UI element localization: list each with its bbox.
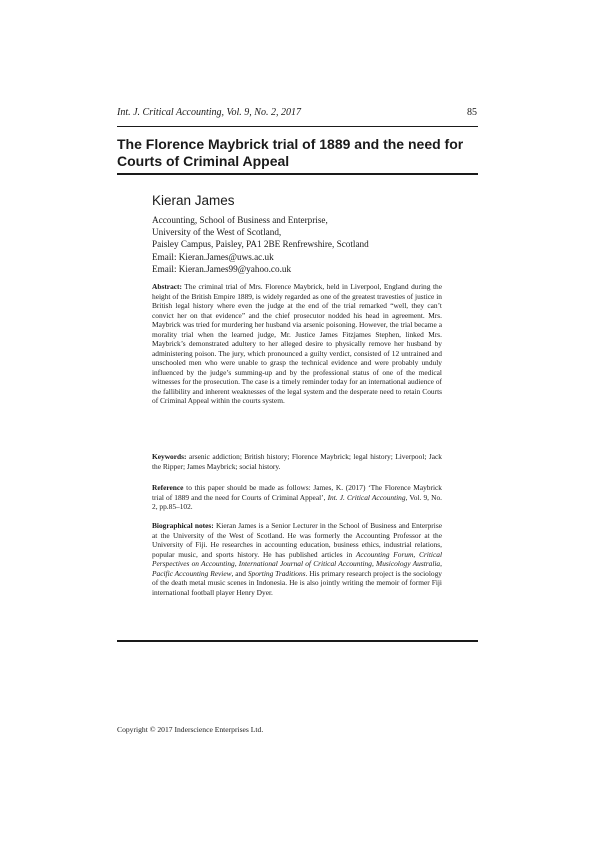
keywords	[152, 452, 442, 471]
bio-journal: International Journal of Critical Accounting	[238, 559, 372, 568]
bio-journal: Sporting Traditions	[247, 568, 306, 578]
bio-journal: Critical Perspectives on Accounting	[152, 549, 442, 568]
abstract-label: Abstract:	[152, 282, 182, 291]
reference-text: to this paper should be made as follows: James, K. (2017) ‘The Florence Maybrick trial of 1889 and the need for Courts of Criminal Appeal’,	[152, 483, 442, 502]
abstract	[152, 282, 442, 406]
bio-text: Kieran James is a Senior Lecturer in the School of Business and Enterprise at the University of the West of Scotland. He was formerly the Accounting Professor at the University of Fiji. He researches in accounting education, business ethics, industrial relations, popular music, and sports history. He has published articles in	[152, 521, 442, 559]
author-name: Kieran James	[152, 193, 235, 208]
bio-label: Biographical notes:	[152, 521, 214, 530]
page-number: 85	[467, 107, 477, 118]
keywords-label: Keywords:	[152, 452, 187, 461]
abstract-text: The criminal trial of Mrs. Florence Maybrick, held in Liverpool, England during the height of the British Empire 1889, is widely regarded as one of the greatest travesties of justice in British legal history where even the judge at the end of the trial remarked “well, they can’t convict her on that evidence” and the chief prosecutor nodded his head in agreement. Mrs. Maybrick was tried for murdering her husband via arsenic poisoning. However, the trial became a morality trial when the learned judge, Mr. Justice James Fitzjames Stephen, linked Mrs. Maybrick’s demonstrated adultery to her alleged desire to physically remove her husband by administering poison. The jury, which pronounced a guilty verdict, consisted of 12 untrained and unschooled men who were unable to grasp the technical evidence and were probably unduly influenced by the judge’s summing-up and by the professional status of one of the medical witnesses for the prosecution. The case is a timely reminder today for an international audience of the fallibility and inherent weaknesses of the legal system and the desperate need to retain Courts of Criminal Appeal within the courts system.	[152, 282, 442, 405]
paper-title: The Florence Maybrick trial of 1889 and the need for Courts of Criminal Appeal	[117, 136, 464, 169]
reference-journal: Int. J. Critical Accounting	[327, 492, 406, 502]
keywords-text: arsenic addiction; British history; Florence Maybrick; legal history; Liverpool; Jack the Ripper; James Maybrick; social history.	[152, 452, 443, 471]
bio-separator: ,	[234, 559, 239, 568]
reference-label: Reference	[152, 483, 184, 492]
bio-journal: Musicology Australia	[376, 559, 441, 568]
bio-separator: ,	[413, 549, 419, 559]
running-head	[117, 107, 477, 118]
bio-journal: Accounting Forum	[355, 549, 414, 559]
footer-rule	[117, 640, 478, 642]
bio-text: . His primary research project is the sociology of the death metal music scenes in Indonesia. He is also jointly writing the memoir of former Fiji international football player Henry Dyer.	[152, 568, 442, 597]
reference	[152, 483, 442, 512]
bio-separator: , and	[231, 568, 248, 578]
bio-separator: ,	[440, 559, 442, 568]
bio-journal: Pacific Accounting Review	[152, 568, 232, 578]
copyright-notice: Copyright © 2017 Inderscience Enterprises Ltd.	[117, 725, 264, 734]
title-rule	[117, 173, 478, 175]
email-line: Email: Kieran.James99@yahoo.co.uk	[152, 263, 292, 274]
header-rule	[117, 126, 478, 127]
author-affiliation	[152, 214, 482, 275]
journal-citation: Int. J. Critical Accounting, Vol. 9, No. 2, 2017	[117, 107, 301, 118]
email-line: Email: Kieran.James@uws.ac.uk	[152, 251, 274, 262]
reference-volume: , Vol. 9, No. 2, pp.85–102.	[152, 492, 442, 511]
affiliation-line: University of the West of Scotland,	[152, 227, 282, 238]
affiliation-line: Accounting, School of Business and Enterprise,	[152, 215, 328, 225]
bio-separator: ,	[371, 559, 374, 568]
biographical-notes	[152, 521, 442, 597]
affiliation-line: Paisley Campus, Paisley, PA1 2BE Renfrewshire, Scotland	[152, 239, 369, 250]
